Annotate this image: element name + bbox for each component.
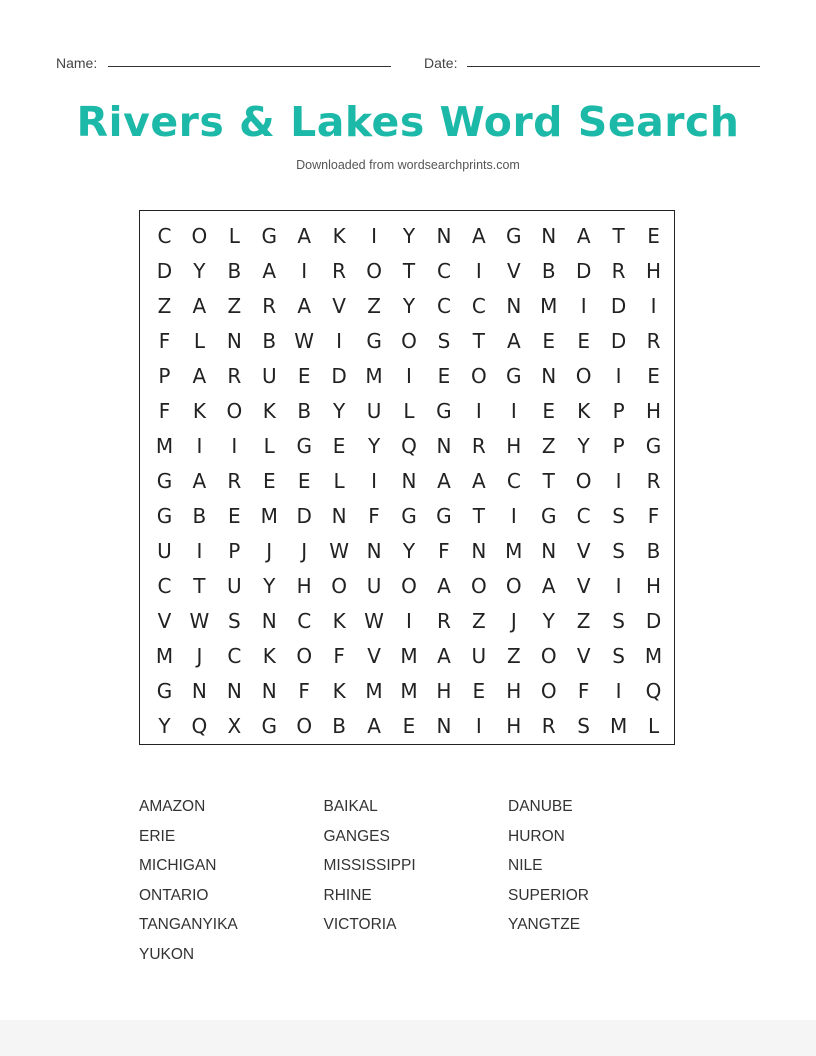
grid-cell[interactable]: H — [506, 433, 522, 458]
grid-cell[interactable]: L — [333, 468, 345, 493]
grid-cell[interactable]: O — [470, 363, 487, 388]
grid-cell[interactable]: I — [615, 468, 622, 493]
grid-cell[interactable]: B — [262, 328, 277, 353]
grid-cell[interactable]: U — [366, 573, 382, 598]
grid-cell[interactable]: B — [541, 258, 556, 283]
grid-cell[interactable]: O — [470, 573, 487, 598]
word-list-item: YUKON — [139, 945, 195, 963]
grid-cell[interactable]: I — [196, 538, 203, 563]
grid-cell[interactable]: G — [436, 398, 452, 423]
grid-cell[interactable]: A — [297, 223, 312, 248]
grid-cell[interactable]: E — [577, 328, 590, 353]
grid-cell[interactable]: Y — [402, 538, 416, 563]
grid-cell[interactable]: A — [506, 328, 521, 353]
grid-cell[interactable]: S — [612, 643, 625, 668]
grid-cell[interactable]: U — [261, 363, 277, 388]
grid-cell[interactable]: B — [192, 503, 207, 528]
grid-cell[interactable]: Y — [367, 433, 381, 458]
grid-cell[interactable]: W — [364, 608, 384, 633]
grid-cell[interactable]: E — [437, 363, 451, 388]
grid-cell[interactable]: I — [475, 713, 482, 738]
grid-cell[interactable]: Y — [158, 713, 171, 738]
grid-cell[interactable]: Q — [645, 678, 662, 703]
grid-cell[interactable]: A — [192, 293, 207, 318]
grid-cell[interactable]: D — [156, 258, 173, 283]
grid-cell[interactable]: Y — [333, 398, 346, 423]
grid-cell[interactable]: W — [329, 538, 350, 563]
grid-cell[interactable]: U — [366, 398, 382, 423]
grid-cell[interactable]: M — [400, 643, 418, 668]
footer-band — [0, 1020, 816, 1056]
grid-cell[interactable]: N — [191, 678, 207, 703]
grid-cell[interactable]: G — [436, 503, 452, 528]
name-label: Name: — [56, 55, 98, 71]
grid-cell[interactable]: O — [296, 643, 313, 668]
grid-cell[interactable]: O — [575, 468, 592, 493]
grid-cell[interactable]: M — [365, 363, 383, 388]
grid-cell[interactable]: K — [332, 678, 346, 703]
grid-cell[interactable]: E — [262, 468, 276, 493]
name-line — [108, 66, 391, 67]
grid-cell[interactable]: K — [192, 398, 206, 423]
grid-cell[interactable]: Y — [402, 293, 416, 318]
grid-cell[interactable]: V — [157, 608, 172, 633]
grid-cell[interactable]: V — [367, 643, 381, 668]
grid-cell[interactable]: Q — [401, 433, 417, 458]
grid-cell[interactable]: C — [436, 293, 451, 318]
grid-cell[interactable]: D — [331, 363, 347, 388]
word-list — [139, 792, 699, 970]
grid-cell[interactable]: H — [646, 573, 662, 598]
grid-cell[interactable]: G — [156, 468, 173, 493]
grid-cell[interactable]: A — [192, 363, 207, 388]
grid-cell[interactable]: I — [371, 468, 378, 493]
grid-cell[interactable]: L — [263, 433, 275, 458]
grid-cell[interactable]: G — [540, 503, 557, 528]
grid-cell[interactable]: I — [475, 258, 482, 283]
grid-cell[interactable]: I — [196, 433, 203, 458]
grid-cell[interactable]: G — [261, 223, 277, 248]
grid-cell[interactable]: G — [401, 503, 417, 528]
grid-cell[interactable]: A — [472, 223, 486, 248]
grid-cell[interactable]: R — [227, 468, 242, 493]
grid-cell[interactable]: C — [576, 503, 591, 528]
grid-cell[interactable]: O — [575, 363, 592, 388]
grid-cell[interactable]: A — [192, 468, 207, 493]
grid-cell[interactable]: I — [475, 398, 482, 423]
grid-cell[interactable]: Y — [542, 608, 555, 633]
grid-cell[interactable]: N — [471, 538, 487, 563]
grid-cell[interactable]: S — [612, 538, 625, 563]
grid-cell[interactable]: W — [189, 608, 210, 633]
grid-cell[interactable]: T — [612, 223, 625, 248]
grid-cell[interactable]: I — [406, 363, 412, 388]
date-line — [467, 66, 760, 67]
grid-cell[interactable]: I — [371, 223, 378, 248]
grid-cell[interactable]: K — [577, 398, 591, 423]
grid-cell[interactable]: N — [436, 433, 452, 458]
grid-cell[interactable]: N — [436, 223, 452, 248]
word-list-item: HURON — [508, 827, 565, 845]
grid-cell[interactable]: T — [193, 573, 206, 598]
grid-cell[interactable]: C — [157, 223, 172, 248]
grid-cell[interactable]: R — [436, 608, 451, 633]
grid-cell[interactable]: S — [437, 328, 451, 353]
grid-cell[interactable]: J — [301, 538, 308, 563]
grid-cell[interactable]: E — [647, 363, 660, 388]
grid-cell[interactable]: M — [505, 538, 523, 563]
grid-cell[interactable]: U — [471, 643, 487, 668]
source-credit: Downloaded from wordsearchprints.com — [296, 158, 520, 172]
grid-cell[interactable]: V — [576, 538, 591, 563]
grid-cell[interactable]: D — [645, 608, 662, 633]
grid-cell[interactable]: A — [541, 573, 556, 598]
grid-cell[interactable]: I — [336, 328, 343, 353]
grid-cell[interactable]: A — [437, 643, 451, 668]
grid-cell[interactable]: E — [332, 433, 346, 458]
word-list-item: YANGTZE — [508, 916, 581, 934]
grid-cell[interactable]: G — [156, 503, 173, 528]
grid-cell[interactable]: J — [510, 608, 517, 633]
word-list-item: ONTARIO — [139, 886, 209, 904]
grid-cell[interactable]: R — [262, 293, 277, 318]
grid-cell[interactable]: N — [541, 223, 557, 248]
grid-cell[interactable]: A — [472, 468, 486, 493]
grid-cell[interactable]: M — [540, 293, 558, 318]
grid-cell[interactable]: F — [158, 328, 171, 353]
grid-cell[interactable]: G — [506, 223, 522, 248]
grid-cell[interactable]: C — [297, 608, 312, 633]
grid-cell[interactable]: E — [472, 678, 486, 703]
grid-cell[interactable]: I — [510, 398, 517, 423]
grid-cell[interactable]: H — [296, 573, 312, 598]
grid-cell[interactable]: B — [227, 258, 242, 283]
grid-cell[interactable]: T — [472, 328, 485, 353]
word-list-item: MISSISSIPPI — [323, 857, 416, 875]
grid-cell[interactable]: U — [157, 538, 172, 563]
grid-cell[interactable]: E — [542, 328, 556, 353]
grid-cell[interactable]: N — [331, 503, 347, 528]
word-list-item: NILE — [508, 857, 543, 875]
grid-cell[interactable]: O — [540, 643, 557, 668]
grid-cell[interactable]: F — [298, 678, 310, 703]
word-list-item: DANUBE — [508, 798, 573, 815]
grid-cell[interactable]: C — [436, 258, 451, 283]
grid-cell[interactable]: M — [155, 643, 174, 668]
grid-cell[interactable]: M — [609, 713, 628, 738]
grid-cell[interactable]: A — [437, 468, 451, 493]
grid-cell[interactable]: N — [436, 713, 452, 738]
grid-cell[interactable]: I — [231, 433, 238, 458]
grid-cell[interactable]: P — [612, 398, 625, 423]
grid-cell[interactable]: A — [367, 713, 381, 738]
grid-cell[interactable]: D — [575, 258, 592, 283]
grid-cell[interactable]: O — [191, 223, 208, 248]
grid-cell[interactable]: F — [158, 398, 171, 423]
grid-cell[interactable]: G — [156, 678, 173, 703]
grid-cell[interactable]: R — [611, 258, 626, 283]
word-list-item: GANGES — [323, 827, 390, 845]
grid-cell[interactable]: L — [647, 713, 660, 738]
grid-cell[interactable]: F — [647, 503, 660, 528]
grid-cell[interactable]: P — [612, 433, 625, 458]
grid-cell[interactable]: M — [400, 678, 418, 703]
grid-cell[interactable]: M — [260, 503, 278, 528]
grid-cell[interactable]: L — [228, 223, 240, 248]
grid-cell[interactable]: I — [406, 608, 412, 633]
grid-cell[interactable]: Z — [506, 643, 521, 668]
grid-cell[interactable]: V — [332, 293, 346, 318]
grid-cell[interactable]: Y — [402, 223, 416, 248]
grid-cell[interactable]: Q — [191, 713, 208, 738]
grid-cell[interactable]: O — [540, 678, 557, 703]
grid-cell[interactable]: O — [296, 713, 313, 738]
grid-cell[interactable]: F — [368, 503, 380, 528]
grid-cell[interactable]: V — [576, 573, 591, 598]
grid-cell[interactable]: H — [646, 398, 662, 423]
grid-cell[interactable]: A — [297, 293, 312, 318]
grid-cell[interactable]: Z — [576, 608, 591, 633]
word-list-item: VICTORIA — [323, 916, 397, 934]
grid-cell[interactable]: R — [227, 363, 242, 388]
grid-cell[interactable]: E — [228, 503, 241, 528]
grid-cell[interactable]: N — [506, 293, 522, 318]
grid-cell[interactable]: J — [266, 538, 273, 563]
word-list-item: MICHIGAN — [139, 857, 217, 875]
grid-cell[interactable]: I — [615, 363, 622, 388]
grid-cell[interactable]: R — [332, 258, 347, 283]
grid-cell[interactable]: F — [438, 538, 450, 563]
grid-cell[interactable]: X — [227, 713, 242, 738]
grid-cell[interactable]: Z — [367, 293, 381, 318]
grid-cell[interactable]: U — [227, 573, 242, 598]
grid-cell[interactable]: H — [506, 678, 522, 703]
grid-cell[interactable]: D — [296, 503, 312, 528]
grid-cell[interactable]: E — [542, 398, 556, 423]
word-list-item: ERIE — [139, 827, 176, 845]
grid-cell[interactable]: C — [157, 573, 172, 598]
grid-cell[interactable]: M — [644, 643, 663, 668]
word-list-item: SUPERIOR — [508, 886, 589, 904]
grid-cell[interactable]: Z — [541, 433, 556, 458]
grid-cell[interactable]: T — [472, 503, 485, 528]
grid-cell[interactable]: H — [436, 678, 452, 703]
grid-cell[interactable]: T — [402, 258, 416, 283]
grid-cell[interactable]: K — [332, 223, 346, 248]
grid-cell[interactable]: M — [155, 433, 174, 458]
grid-cell[interactable]: N — [261, 678, 277, 703]
grid-cell[interactable]: I — [510, 503, 517, 528]
grid-cell[interactable]: P — [228, 538, 241, 563]
grid-cell[interactable]: G — [366, 328, 382, 353]
grid-cell[interactable]: N — [401, 468, 417, 493]
grid-cell[interactable]: R — [541, 713, 556, 738]
grid-cell[interactable]: O — [401, 328, 417, 353]
grid-cell[interactable]: B — [646, 538, 661, 563]
grid-cell[interactable]: S — [612, 503, 625, 528]
grid-cell[interactable]: L — [403, 398, 415, 423]
grid-cell[interactable]: I — [615, 573, 622, 598]
grid-cell[interactable]: F — [577, 678, 590, 703]
grid-cell[interactable]: Z — [157, 293, 172, 318]
grid-cell[interactable]: M — [365, 678, 383, 703]
grid-cell[interactable]: N — [226, 678, 242, 703]
grid-cell[interactable]: E — [297, 468, 311, 493]
grid-cell[interactable]: F — [333, 643, 345, 668]
grid-cell[interactable]: O — [226, 398, 243, 423]
grid-cell[interactable]: Y — [263, 573, 276, 598]
grid-cell[interactable]: L — [193, 328, 205, 353]
word-search-grid — [139, 210, 675, 745]
grid-cell[interactable]: V — [506, 258, 521, 283]
grid-cell[interactable]: S — [577, 713, 590, 738]
grid-cell[interactable]: A — [437, 573, 451, 598]
page-title: Rivers & Lakes Word Search — [76, 98, 740, 146]
grid-cell[interactable]: D — [610, 328, 627, 353]
grid-cell[interactable]: N — [541, 363, 557, 388]
grid-cell[interactable]: S — [612, 608, 625, 633]
grid-cell[interactable]: N — [541, 538, 557, 563]
grid-cell[interactable]: G — [261, 713, 277, 738]
grid-cell[interactable]: A — [262, 258, 277, 283]
date-label: Date: — [424, 55, 458, 71]
grid-cell[interactable]: A — [576, 223, 591, 248]
grid-cell[interactable]: H — [506, 713, 522, 738]
grid-cell[interactable]: B — [297, 398, 312, 423]
grid-cell[interactable]: V — [576, 643, 591, 668]
grid-cell[interactable]: I — [650, 293, 657, 318]
grid-cell[interactable]: E — [402, 713, 416, 738]
grid-cell[interactable]: R — [646, 328, 661, 353]
grid-cell[interactable]: O — [505, 573, 522, 598]
grid-cell[interactable]: B — [332, 713, 346, 738]
grid-cell[interactable]: N — [261, 608, 277, 633]
grid-cell[interactable]: S — [227, 608, 241, 633]
grid-cell[interactable]: P — [158, 363, 171, 388]
grid-cell[interactable]: Y — [577, 433, 590, 458]
grid-cell[interactable]: J — [196, 643, 203, 668]
word-list-item: BAIKAL — [323, 798, 378, 815]
grid-cell[interactable]: I — [301, 258, 308, 283]
grid-cell[interactable]: R — [646, 468, 661, 493]
grid-cell[interactable]: C — [471, 293, 486, 318]
word-list-item: RHINE — [323, 886, 372, 904]
grid-cell[interactable]: E — [647, 223, 660, 248]
grid-cell[interactable]: K — [332, 608, 346, 633]
grid-cell[interactable]: I — [580, 293, 587, 318]
grid-cell[interactable]: O — [366, 258, 382, 283]
grid-cell[interactable]: O — [401, 573, 417, 598]
grid-cell[interactable]: G — [296, 433, 312, 458]
grid-cell[interactable]: R — [471, 433, 486, 458]
grid-cell[interactable]: Z — [472, 608, 486, 633]
grid-cell[interactable]: C — [227, 643, 242, 668]
word-list-item: AMAZON — [139, 798, 206, 815]
grid-cell[interactable]: K — [262, 398, 276, 423]
grid-cell[interactable]: G — [645, 433, 662, 458]
grid-cell[interactable]: D — [610, 293, 627, 318]
grid-cell[interactable]: O — [331, 573, 347, 598]
grid-cell[interactable]: I — [615, 678, 622, 703]
letter-grid — [147, 218, 671, 743]
word-list-item: TANGANYIKA — [139, 916, 238, 934]
grid-cell[interactable]: N — [366, 538, 382, 563]
grid-cell[interactable]: T — [542, 468, 555, 493]
grid-cell[interactable]: H — [646, 258, 662, 283]
grid-cell[interactable]: Z — [227, 293, 242, 318]
grid-cell[interactable]: K — [262, 643, 276, 668]
grid-cell[interactable]: W — [294, 328, 315, 353]
grid-cell[interactable]: C — [506, 468, 521, 493]
grid-cell[interactable]: Y — [193, 258, 206, 283]
grid-cell[interactable]: N — [226, 328, 242, 353]
grid-cell[interactable]: E — [297, 363, 311, 388]
grid-cell[interactable]: G — [506, 363, 522, 388]
